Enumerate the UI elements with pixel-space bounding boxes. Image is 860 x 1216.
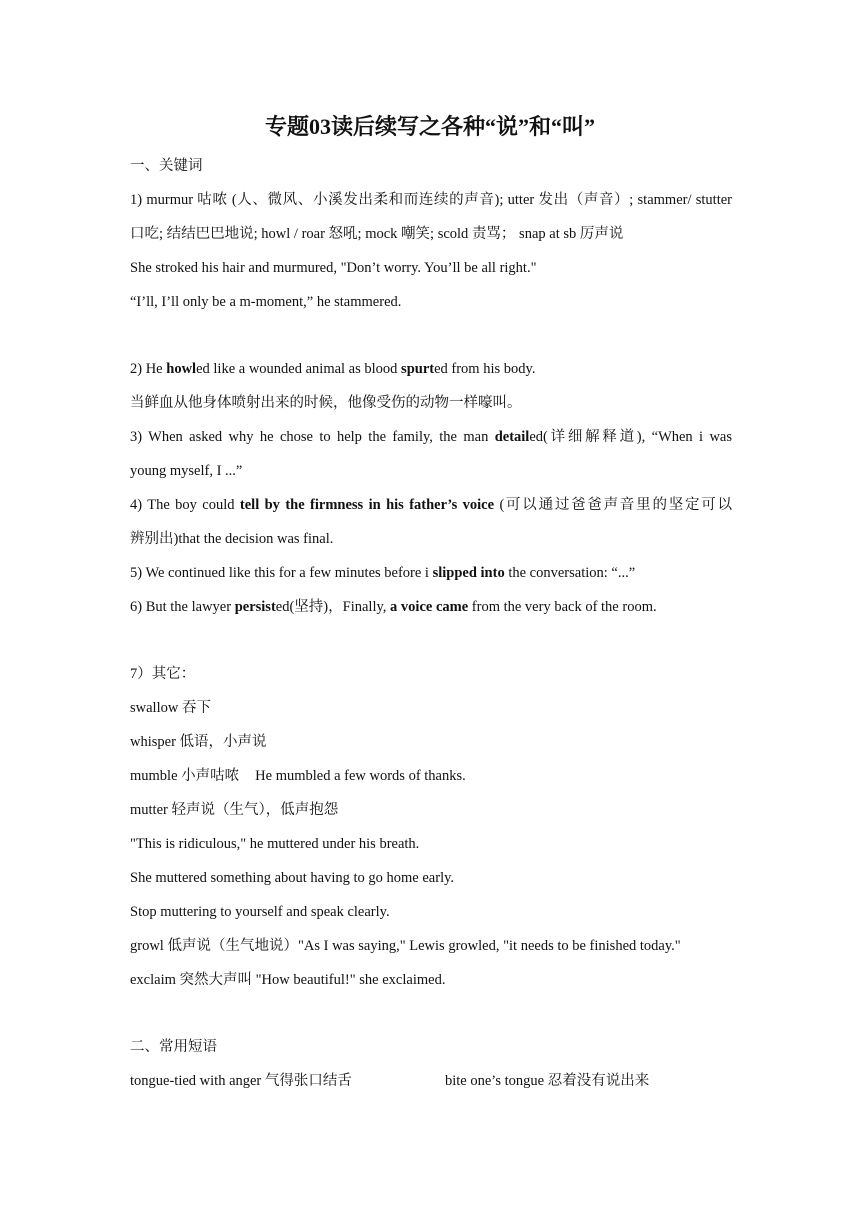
example-sentence: She stroked his hair and murmured, "Don’t worry. You’ll be all right." [130,260,537,276]
vocab-exclaim: exclaim 突然大声叫 "How beautiful!" she exclaimed. [130,972,446,988]
phrase-item: bite one’s tongue 忍着没有说出来 [445,1073,650,1089]
vocab-swallow: swallow 吞下 [130,700,211,716]
item-4-line-2: 辨别出)that the decision was final. [130,531,334,547]
item-6: 6) But the lawyer persisted(坚持)，Finally, a voice came from the very back of the room. [130,599,657,615]
example-sentence: Stop muttering to yourself and speak clearly. [130,904,390,920]
item-7-heading: 7）其它： [130,666,196,682]
phrase-item: tongue-tied with anger 气得张口结舌 [130,1073,352,1089]
vocab-whisper: whisper 低语，小声说 [130,734,267,750]
page-title: 专题03读后续写之各种“说”和“叫” [264,114,595,139]
vocab-growl: growl 低声说（生气地说）"As I was saying," Lewis growled, "it needs to be finished today." [130,938,681,954]
vocab-mumble: mumble 小声咕哝 He mumbled a few words of thanks. [130,768,466,784]
item-4: 4) The boy could tell by the firmness in his father’s voice (可以通过爸爸声音里的坚定可以 [130,497,733,513]
item-3-line-2: young myself, I ...” [130,463,243,479]
item-2: 2) He howled like a wounded animal as blood spurted from his body. [130,361,536,377]
example-sentence: She muttered something about having to go home early. [130,870,455,886]
vocab-mutter: mutter 轻声说（生气），低声抱怨 [130,802,339,818]
example-sentence: “I’ll, I’ll only be a m-moment,” he stammered. [130,294,402,310]
phrase-row [130,1071,732,1091]
item-2-translation: 当鲜血从他身体喷射出来的时候，他像受伤的动物一样嚎叫。 [130,395,522,411]
item-3: 3) When asked why he chose to help the family, the man detailed(详细解释道), “When i was [130,429,732,445]
item-5: 5) We continued like this for a few minutes before i slipped into the conversation: “...” [130,565,636,581]
example-sentence: "This is ridiculous," he muttered under his breath. [130,836,420,852]
section-heading: 二、常用短语 [130,1039,217,1055]
item-1-line-2: 口吃; 结结巴巴地说; howl / roar 怒吼; mock 嘲笑; scold 责骂； snap at sb 厉声说 [130,226,624,242]
item-1-line-1: 1) murmur 咕哝 (人、微风、小溪发出柔和而连续的声音); utter 发出（声音）; stammer/ stutter [130,192,732,208]
section-heading: 一、关键词 [130,158,203,174]
